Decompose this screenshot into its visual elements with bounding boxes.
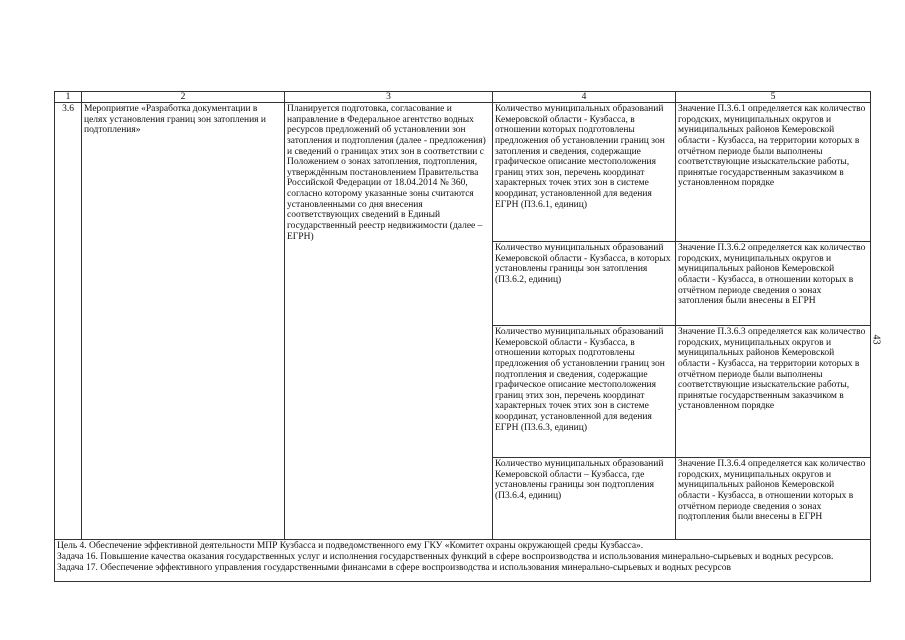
indicator-name: Количество муниципальных образований Кемеровской области - Кузбасса, в которых установлены границы зон затопления (П3.6.2, единиц) — [495, 243, 671, 285]
indicator-method: Значение П.3.6.1 определяется как количество городских, муниципальных округов и муниципальных районов Кемеровской области - Кузбасса, на территории которых в отчётном периоде были выполнены соответствующие изыскательские работы, принятые государственным заказчиком в установленном порядке — [678, 104, 866, 189]
column-number: 4 — [493, 92, 676, 103]
event-text: Мероприятие «Разработка документации в целях установления границ зон затопления и подтопления» — [84, 104, 266, 136]
column-number: 5 — [676, 92, 871, 103]
event-description — [285, 103, 493, 540]
indicator-method-cell — [676, 242, 871, 326]
column-number: 3 — [285, 92, 493, 103]
indicator-method: Значение П.3.6.3 определяется как количество городских, муниципальных округов и муниципальных районов Кемеровской области - Кузбасса, на территории которых в отчётном периоде были выполнены соответствующие изыскательские работы, принятые государственным заказчиком в установленном порядке — [678, 327, 866, 412]
row-number: 3.6 — [55, 103, 82, 540]
table-row — [55, 103, 871, 242]
indicator-method-cell — [676, 103, 871, 242]
column-number: 2 — [82, 92, 285, 103]
indicator-name: Количество муниципальных образований Кемеровской области - Кузбасса, в отношении которых подготовлены предложения об установлении границ зон подтопления и сведения, содержащие графическое описание местоположения границ этих зон, перечень координат характерных точек этих зон в системе координат, установленной для ведения ЕГРН (П3.6.3, единиц) — [495, 327, 665, 433]
goal-line: Цель 4. Обеспечение эффективной деятельности МПР Кузбасса и подведомственного ему ГКУ «Комитет охраны окружающей среды Кузбасса». — [57, 541, 644, 551]
goals-row — [55, 540, 871, 582]
indicator-name-cell — [493, 103, 676, 242]
program-table — [54, 91, 871, 582]
indicator-name: Количество муниципальных образований Кемеровской области - Кузбасса, в отношении которых подготовлены предложения об установлении границ зон затопления и сведения, содержащие графическое описание местоположения границ этих зон, перечень координат характерных точек этих зон в системе координат, установленной для ведения ЕГРН (П3.6.1, единиц) — [495, 104, 665, 210]
page-number: 43 — [870, 334, 882, 345]
task-line: Задача 17. Обеспечение эффективного управления государственными финансами в сфере воспроизводства и использования минерально-сырьевых и водных ресурсов — [57, 562, 731, 573]
event-name — [82, 103, 285, 540]
indicator-method: Значение П.3.6.2 определяется как количество городских, муниципальных округов и муниципальных районов Кемеровской области - Кузбасса, в отношении которых в отчётном периоде сведения о зонах затопления были внесены в ЕГРН — [678, 243, 866, 307]
goals-cell — [55, 540, 871, 582]
indicator-name-cell — [493, 326, 676, 458]
indicator-name: Количество муниципальных образований Кемеровской области – Кузбасса, где установлены границы зон подтопления (П3.6.4, единиц) — [495, 459, 664, 501]
indicator-method-cell — [676, 326, 871, 458]
indicator-name-cell — [493, 242, 676, 326]
indicator-method: Значение П.3.6.4 определяется как количество городских, муниципальных округов и муниципальных районов Кемеровской области - Кузбасса, в отношении которых в отчётном периоде сведения о зонах подтопления были внесены в ЕГРН — [678, 459, 866, 523]
column-number-row — [55, 92, 871, 103]
indicator-method-cell — [676, 458, 871, 540]
task-line: Задача 16. Повышение качества оказания государственных услуг и исполнения государственных функций в сфере воспроизводства и использования минерально-сырьевых и водных ресурсов. — [57, 551, 834, 562]
description-text: Планируется подготовка, согласование и направление в Федеральное агентство водных ресурсов предложений об установлении зон затопления и подтопления (далее - предложения) и сведений о границах этих зон в соответствии с Положением о зонах затопления, подтопления, утверждённым постановлением Правительства Российской Федерации от 18.04.2014 № 360, согласно которому указанные зоны считаются установленными со дня внесения соответствующих сведений в Единый государственный реестр недвижимости (далее – ЕГРН) — [287, 104, 486, 242]
indicator-name-cell — [493, 458, 676, 540]
column-number: 1 — [55, 92, 82, 103]
